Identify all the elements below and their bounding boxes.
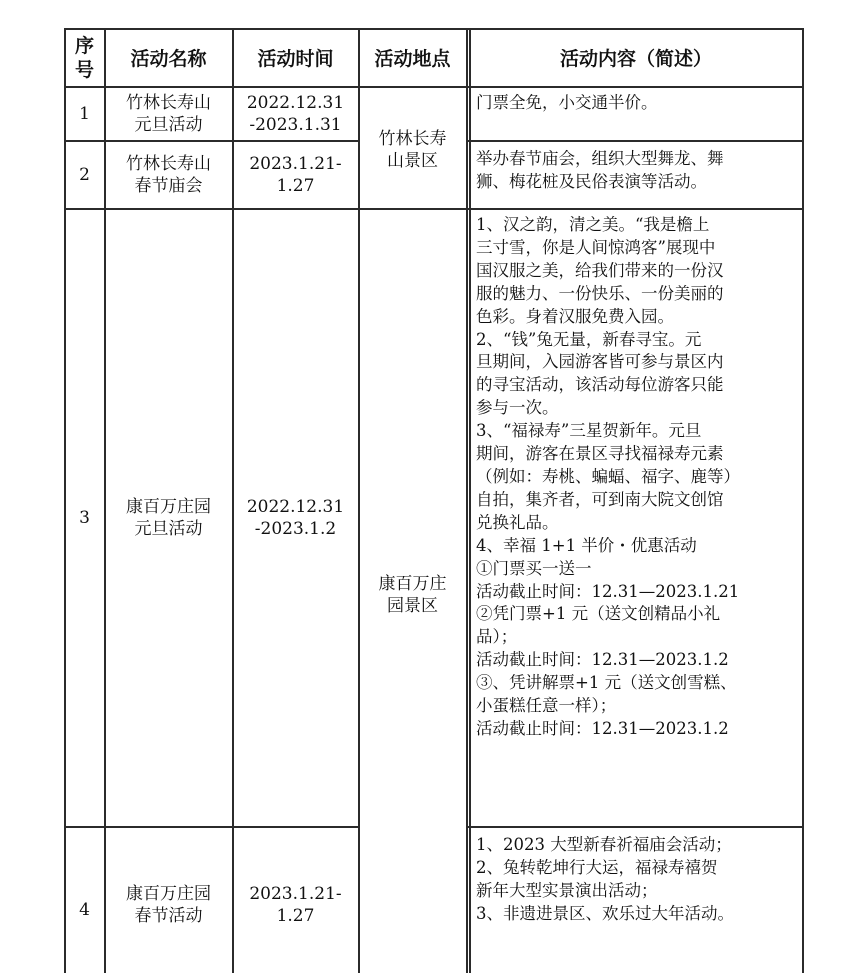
row4-content	[476, 834, 798, 926]
row1-seq-text: 1	[79, 104, 90, 124]
row3-name-line1: 康百万庄园	[126, 497, 211, 517]
table-border-right	[802, 28, 804, 973]
row2-name	[105, 142, 232, 208]
header-content	[470, 29, 802, 86]
row4-time-line2: 1.27	[276, 906, 315, 926]
row2-seq-text: 2	[79, 165, 90, 185]
row3-content-line: ①门票买一送一	[476, 558, 592, 578]
location-cell-2	[359, 573, 466, 617]
row1-name-line2: 元旦活动	[134, 115, 203, 135]
row2-content	[476, 148, 798, 194]
row2-seq	[65, 142, 104, 208]
location-2-line1: 康百万庄	[378, 574, 447, 594]
row4-time	[233, 870, 358, 940]
row3-content-line: 2、“钱”兔无量，新春寻宝。元	[476, 329, 702, 349]
row4-name-line2: 春节活动	[134, 906, 203, 926]
location-1-line2: 山景区	[387, 151, 438, 171]
row3-content-line: 三寸雪，你是人间惊鸿客”展现中	[476, 237, 716, 257]
row-divider	[466, 140, 804, 142]
row3-seq-text: 3	[79, 508, 90, 528]
header-name-text: 活动名称	[130, 48, 207, 70]
row3-content-line: ③、凭讲解票+1 元（送文创雪糕、	[476, 673, 737, 693]
row1-seq	[65, 88, 104, 140]
row2-time	[233, 142, 358, 208]
row2-time-line2: 1.27	[276, 176, 315, 196]
row2-time-line1: 2023.1.21-	[249, 154, 342, 174]
row2-content-line: 举办春节庙会，组织大型舞龙、舞	[476, 149, 724, 168]
row3-content-line: 活动截止时间：12.31—2023.1.2	[476, 718, 729, 738]
row3-content-line: 期间，游客在景区寻找福禄寿元素	[476, 444, 724, 464]
row-divider	[64, 826, 359, 828]
row3-content-line: 的寻宝活动，该活动每位游客只能	[476, 375, 724, 395]
row3-time-line1: 2022.12.31	[246, 497, 345, 517]
row3-content-line: 3、“福禄寿”三星贺新年。元旦	[476, 421, 702, 441]
header-time	[233, 29, 358, 86]
row1-time-line1: 2022.12.31	[246, 93, 345, 113]
row3-content-line: 服的魅力、一份快乐、一份美丽的	[476, 283, 724, 303]
header-seq-text: 序号	[74, 34, 94, 81]
column-divider	[466, 28, 468, 973]
column-divider-inner	[469, 28, 471, 973]
row1-content-line: 门票全免，小交通半价。	[476, 93, 658, 112]
row3-name-line2: 元旦活动	[134, 519, 203, 539]
row3-content-line: 活动截止时间：12.31—2023.1.21	[476, 581, 740, 601]
row4-name	[105, 870, 232, 940]
row4-content-line: 新年大型实景演出活动；	[476, 880, 658, 900]
location-1-line1: 竹林长寿	[378, 129, 447, 149]
row3-content-line: 旦期间，入园游客皆可参与景区内	[476, 352, 724, 372]
row4-content-line: 1、2023 大型新春祈福庙会活动；	[476, 835, 732, 854]
row1-name	[105, 88, 232, 140]
row3-content-line: （例如：寿桃、蝙蝠、福字、鹿等）	[476, 466, 740, 486]
row3-content-line: 小蛋糕任意一样）；	[476, 696, 617, 716]
row4-seq-text: 4	[79, 900, 90, 920]
row-divider	[466, 826, 804, 828]
header-location-text: 活动地点	[374, 48, 451, 70]
row3-content-line: 色彩。身着汉服免费入园。	[476, 306, 674, 326]
row4-name-line1: 康百万庄园	[126, 884, 211, 904]
header-name	[105, 29, 232, 86]
row1-time	[233, 88, 358, 140]
row3-content-line: 活动截止时间：12.31—2023.1.2	[476, 650, 729, 670]
row3-content-line: 兑换礼品。	[476, 512, 559, 532]
row3-content	[476, 214, 798, 741]
row4-seq	[65, 880, 104, 940]
row1-time-line2: -2023.1.31	[249, 115, 342, 135]
row2-content-line: 狮、梅花桩及民俗表演等活动。	[476, 171, 707, 191]
row3-content-line: 1、汉之韵，清之美。“我是檐上	[476, 215, 710, 234]
row1-name-line1: 竹林长寿山	[126, 93, 211, 113]
row3-seq	[65, 210, 104, 826]
header-time-text: 活动时间	[257, 48, 334, 70]
row3-content-line: ②凭门票+1 元（送文创精品小礼	[476, 604, 721, 624]
header-location	[359, 29, 466, 86]
row3-content-line: 自拍，集齐者，可到南大院文创馆	[476, 489, 724, 509]
row3-name	[105, 210, 232, 826]
row4-content-line: 2、兔转乾坤行大运，福禄寿禧贺	[476, 857, 718, 877]
row2-name-line2: 春节庙会	[134, 176, 203, 196]
row3-time	[233, 210, 358, 826]
row3-content-line: 品）；	[476, 627, 518, 647]
row4-content-line: 3、非遗进景区、欢乐过大年活动。	[476, 903, 734, 923]
row4-time-line1: 2023.1.21-	[249, 884, 342, 904]
row3-content-line: 国汉服之美，给我们带来的一份汉	[476, 260, 724, 280]
row3-content-line: 4、幸福 1+1 半价・优惠活动	[476, 535, 697, 555]
row3-content-line: 参与一次。	[476, 398, 559, 418]
row3-time-line2: -2023.1.2	[254, 519, 337, 539]
row2-name-line1: 竹林长寿山	[126, 154, 211, 174]
header-content-text: 活动内容（简述）	[559, 48, 712, 70]
location-2-line2: 园景区	[387, 596, 438, 616]
header-seq	[65, 29, 104, 86]
location-cell-1	[359, 88, 466, 208]
row1-content	[476, 92, 798, 115]
